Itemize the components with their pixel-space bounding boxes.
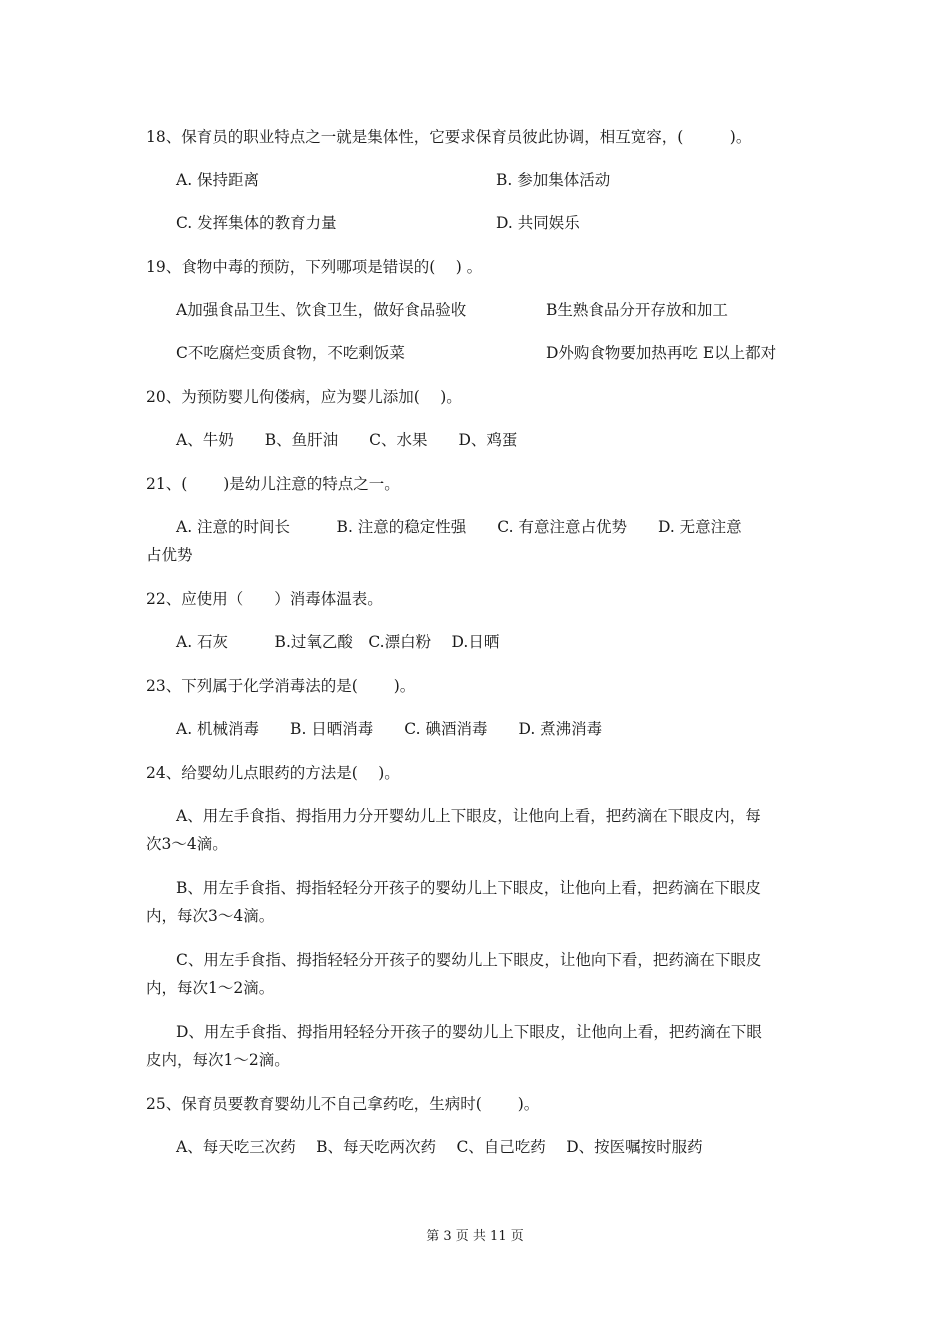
question-21-stem: 21、( )是幼儿注意的特点之一。 — [146, 475, 400, 493]
question-18-stem: 18、保育员的职业特点之一就是集体性，它要求保育员彼此协调，相互宽容，( )。 — [146, 128, 752, 146]
question-22-options: A. 石灰 B.过氧乙酸 C.漂白粉 D.日晒 — [176, 633, 500, 651]
question-19-option-a: A加强食品卫生、饮食卫生，做好食品验收 — [176, 301, 467, 319]
question-18-option-a: A. 保持距离 — [176, 171, 260, 189]
question-24-stem: 24、给婴幼儿点眼药的方法是( )。 — [146, 764, 400, 782]
question-19-option-de: D外购食物要加热再吃 E以上都对 — [546, 344, 777, 362]
question-19-stem: 19、食物中毒的预防，下列哪项是错误的( ) 。 — [146, 258, 483, 276]
question-24-option-d-line1: D、用左手食指、拇指用轻轻分开孩子的婴幼儿上下眼皮，让他向上看，把药滴在下眼 — [176, 1023, 762, 1041]
question-21-options-line2: 占优势 — [146, 546, 193, 564]
question-24-option-c-line1: C、用左手食指、拇指轻轻分开孩子的婴幼儿上下眼皮，让他向下看，把药滴在下眼皮 — [176, 951, 762, 969]
question-20-stem: 20、为预防婴儿佝偻病，应为婴儿添加( )。 — [146, 388, 462, 406]
question-18-option-d: D. 共同娱乐 — [496, 214, 580, 232]
question-23-stem: 23、下列属于化学消毒法的是( )。 — [146, 677, 416, 695]
page-number-footer: 第 3 页 共 11 页 — [426, 1229, 524, 1244]
question-24-option-b-line2: 内，每次3～4滴。 — [146, 907, 275, 925]
question-24-option-b-line1: B、用左手食指、拇指轻轻分开孩子的婴幼儿上下眼皮，让他向上看，把药滴在下眼皮 — [176, 879, 761, 897]
question-25-stem: 25、保育员要教育婴幼儿不自己拿药吃，生病时( )。 — [146, 1095, 540, 1113]
question-24-option-a-line2: 次3～4滴。 — [146, 835, 228, 853]
question-21-options-line1: A. 注意的时间长 B. 注意的稳定性强 C. 有意注意占优势 D. 无意注意 — [176, 518, 742, 536]
question-25-options: A、每天吃三次药 B、每天吃两次药 C、自己吃药 D、按医嘱按时服药 — [176, 1138, 703, 1156]
question-18-option-c: C. 发挥集体的教育力量 — [176, 214, 337, 232]
question-18-option-b: B. 参加集体活动 — [496, 171, 611, 189]
question-24-option-a-line1: A、用左手食指、拇指用力分开婴幼儿上下眼皮，让他向上看，把药滴在下眼皮内，每 — [176, 807, 761, 825]
question-22-stem: 22、应使用（ ）消毒体温表。 — [146, 590, 383, 608]
question-23-options: A. 机械消毒 B. 日晒消毒 C. 碘酒消毒 D. 煮沸消毒 — [176, 720, 603, 738]
question-20-options: A、牛奶 B、鱼肝油 C、水果 D、鸡蛋 — [176, 431, 518, 449]
question-19-option-c: C不吃腐烂变质食物，不吃剩饭菜 — [176, 344, 405, 362]
question-19-option-b: B生熟食品分开存放和加工 — [546, 301, 728, 319]
question-24-option-d-line2: 皮内，每次1～2滴。 — [146, 1051, 290, 1069]
question-24-option-c-line2: 内，每次1～2滴。 — [146, 979, 275, 997]
